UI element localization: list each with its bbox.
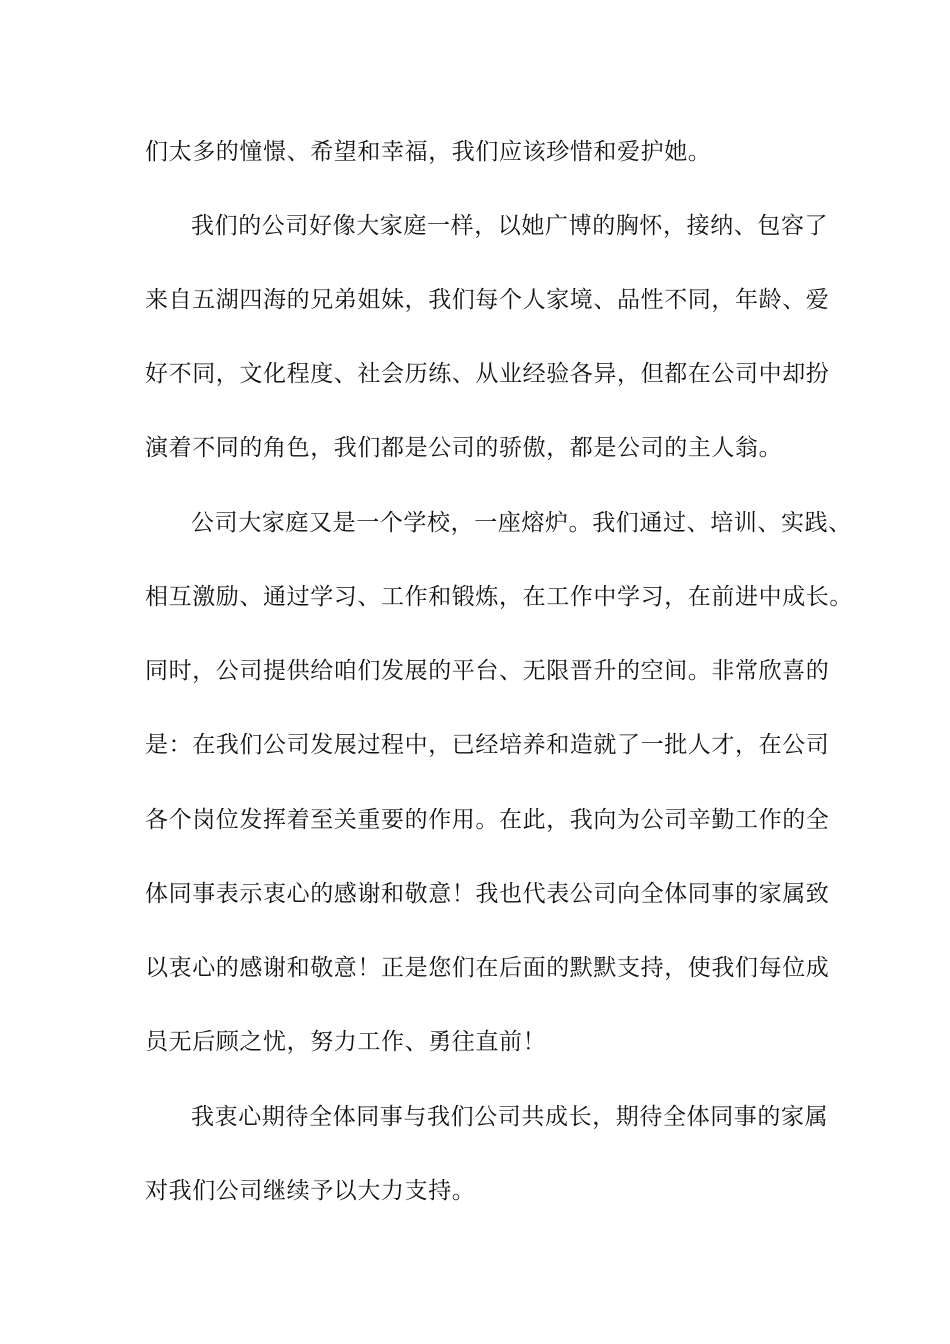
paragraph-line: 各个岗位发挥着至关重要的作用。在此，我向为公司辛勤工作的全 bbox=[145, 807, 830, 833]
paragraph-line: 员无后顾之忧，努力工作、勇往直前！ bbox=[145, 1029, 547, 1055]
paragraph-line: 以衷心的感谢和敬意！正是您们在后面的默默支持，使我们每位成 bbox=[145, 955, 830, 981]
paragraph-line: 公司大家庭又是一个学校，一座熔炉。我们通过、培训、实践、 bbox=[191, 510, 852, 536]
paragraph-line: 对我们公司继续予以大力支持。 bbox=[145, 1178, 476, 1204]
paragraph-line: 我们的公司好像大家庭一样，以她广博的胸怀，接纳、包容了 bbox=[191, 213, 829, 239]
paragraph-line: 是：在我们公司发展过程中，已经培养和造就了一批人才，在公司 bbox=[145, 732, 830, 758]
paragraph-line: 好不同，文化程度、社会历练、从业经验各异，但都在公司中却扮 bbox=[145, 361, 830, 387]
paragraph-line: 来自五湖四海的兄弟姐妹，我们每个人家境、品性不同，年龄、爱 bbox=[145, 287, 830, 313]
paragraph-line: 体同事表示衷心的感谢和敬意！我也代表公司向全体同事的家属致 bbox=[145, 881, 830, 907]
paragraph-line: 们太多的憧憬、希望和幸福，我们应该珍惜和爱护她。 bbox=[145, 139, 712, 165]
paragraph-line: 同时，公司提供给咱们发展的平台、无限晋升的空间。非常欣喜的 bbox=[145, 658, 830, 684]
paragraph-line: 演着不同的角色，我们都是公司的骄傲，都是公司的主人翁。 bbox=[145, 435, 783, 461]
paragraph-line: 我衷心期待全体同事与我们公司共成长，期待全体同事的家属 bbox=[191, 1104, 829, 1130]
paragraph-line: 相互激励、通过学习、工作和锻炼，在工作中学习，在前进中成长。 bbox=[145, 584, 853, 610]
